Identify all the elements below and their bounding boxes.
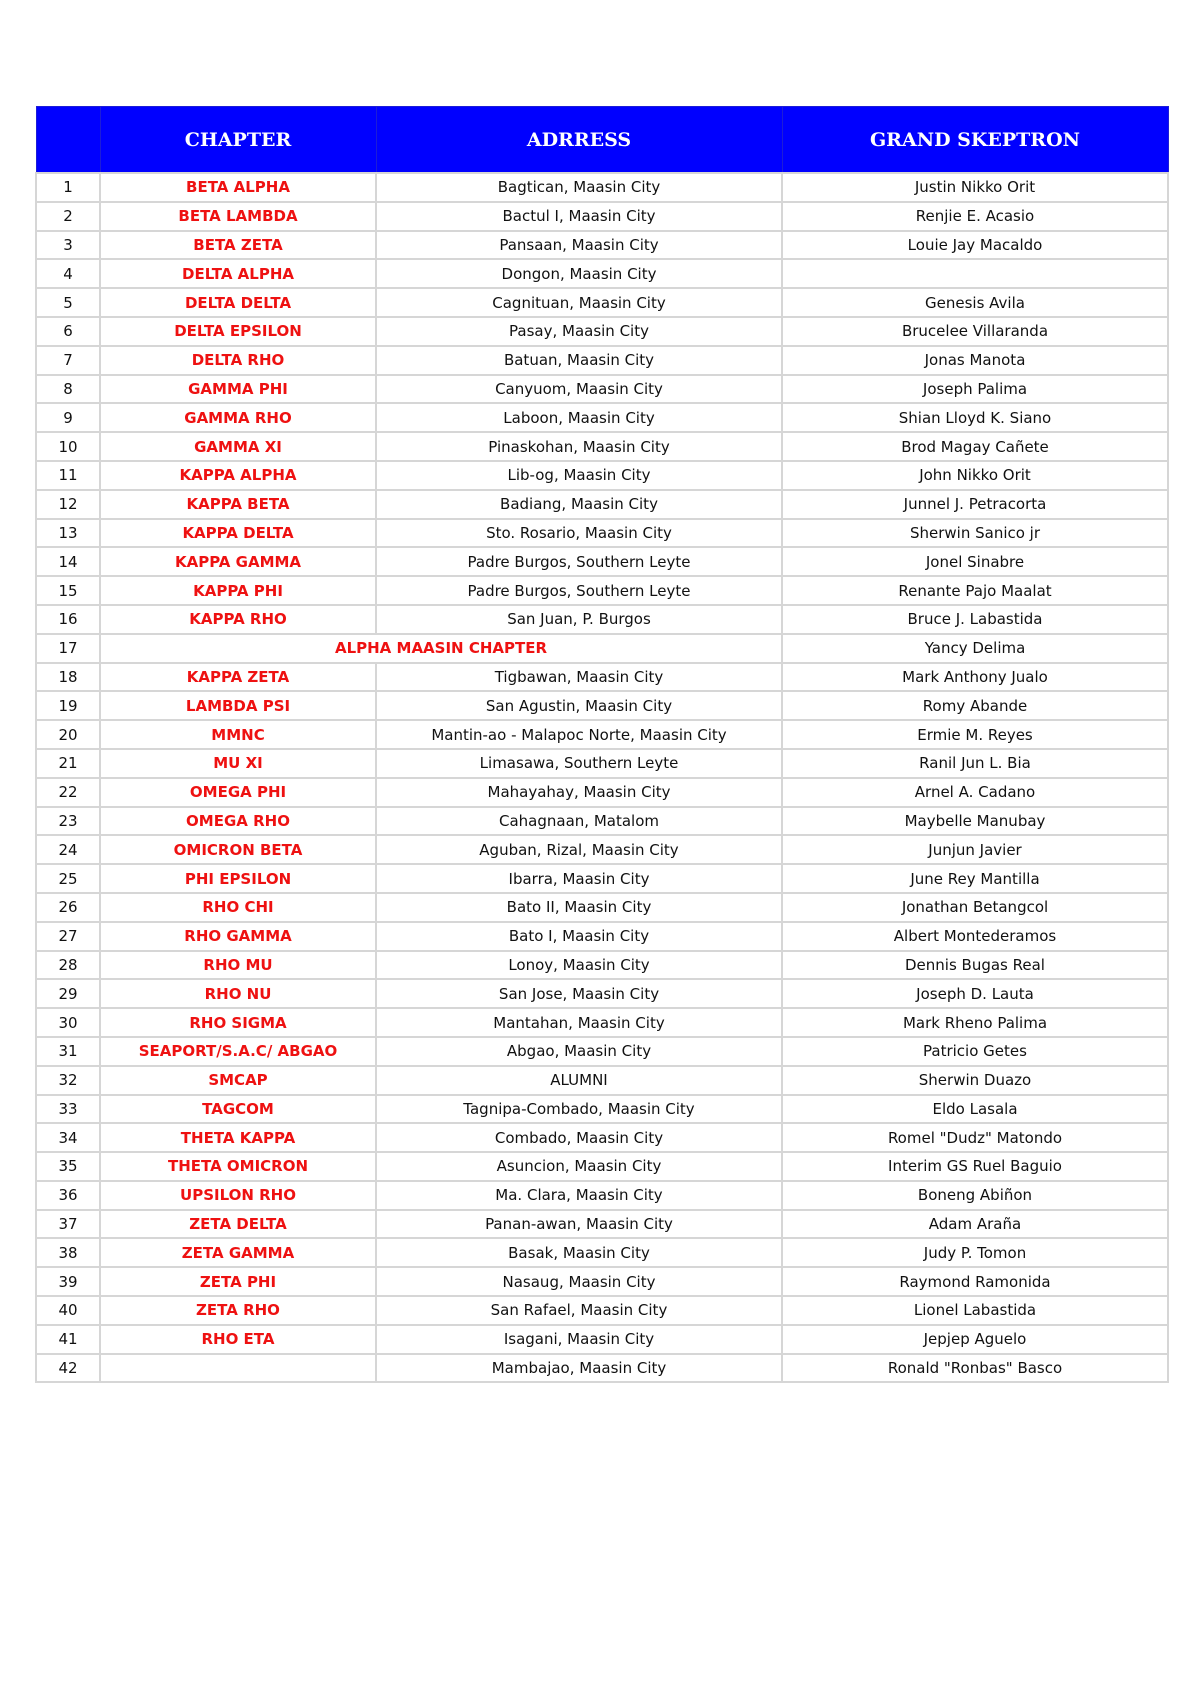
row-number-cell: 36: [36, 1181, 100, 1210]
address-cell: Asuncion, Maasin City: [376, 1152, 782, 1181]
chapter-name-cell: RHO MU: [100, 951, 376, 980]
grand-skeptron-cell: Ranil Jun L. Bia: [782, 749, 1168, 778]
grand-skeptron-cell: John Nikko Orit: [782, 461, 1168, 490]
address-cell: Pansaan, Maasin City: [376, 231, 782, 260]
address-cell: Padre Burgos, Southern Leyte: [376, 547, 782, 576]
chapter-name-cell: OMEGA PHI: [100, 778, 376, 807]
address-cell: Nasaug, Maasin City: [376, 1267, 782, 1296]
chapter-name-cell: KAPPA RHO: [100, 605, 376, 634]
table-row: [36, 1008, 1168, 1037]
table-row: [36, 1238, 1168, 1267]
table-row: [36, 893, 1168, 922]
address-cell: Tigbawan, Maasin City: [376, 663, 782, 692]
table-row: [36, 1354, 1168, 1383]
address-cell: Abgao, Maasin City: [376, 1037, 782, 1066]
table-row: [36, 864, 1168, 893]
table-row: [36, 576, 1168, 605]
address-cell: Mambajao, Maasin City: [376, 1354, 782, 1383]
address-cell: Cagnituan, Maasin City: [376, 288, 782, 317]
chapter-name-cell: ZETA DELTA: [100, 1210, 376, 1239]
table-row: [36, 1095, 1168, 1124]
table-row: [36, 1066, 1168, 1095]
chapter-name-cell: GAMMA PHI: [100, 375, 376, 404]
row-number-cell: 31: [36, 1037, 100, 1066]
chapter-name-cell: OMICRON BETA: [100, 835, 376, 864]
grand-skeptron-cell: Romel "Dudz" Matondo: [782, 1123, 1168, 1152]
address-cell: Aguban, Rizal, Maasin City: [376, 835, 782, 864]
table-row: [36, 173, 1168, 202]
chapter-name-cell: RHO CHI: [100, 893, 376, 922]
grand-skeptron-cell: June Rey Mantilla: [782, 864, 1168, 893]
chapter-name-cell: DELTA RHO: [100, 346, 376, 375]
grand-skeptron-cell: Boneng Abiñon: [782, 1181, 1168, 1210]
chapter-name-cell: KAPPA PHI: [100, 576, 376, 605]
address-cell: Panan-awan, Maasin City: [376, 1210, 782, 1239]
chapter-name-cell: SEAPORT/S.A.C/ ABGAO: [100, 1037, 376, 1066]
address-cell: Mahayahay, Maasin City: [376, 778, 782, 807]
address-cell: ALUMNI: [376, 1066, 782, 1095]
chapter-name-cell: ZETA GAMMA: [100, 1238, 376, 1267]
row-number-cell: 3: [36, 231, 100, 260]
table-row: [36, 519, 1168, 548]
address-cell: Dongon, Maasin City: [376, 259, 782, 288]
table-row: [36, 720, 1168, 749]
header-row: [36, 107, 1168, 174]
row-number-cell: 42: [36, 1354, 100, 1383]
grand-skeptron-cell: Lionel Labastida: [782, 1296, 1168, 1325]
chapter-name-cell: KAPPA GAMMA: [100, 547, 376, 576]
grand-skeptron-cell: Junjun Javier: [782, 835, 1168, 864]
grand-skeptron-cell: Jepjep Aguelo: [782, 1325, 1168, 1354]
address-cell: Bato II, Maasin City: [376, 893, 782, 922]
table-row: [36, 288, 1168, 317]
table-row: [36, 807, 1168, 836]
address-cell: Isagani, Maasin City: [376, 1325, 782, 1354]
grand-skeptron-cell: Albert Montederamos: [782, 922, 1168, 951]
grand-skeptron-cell: Ronald "Ronbas" Basco: [782, 1354, 1168, 1383]
address-cell: Pinaskohan, Maasin City: [376, 432, 782, 461]
row-number-cell: 2: [36, 202, 100, 231]
table-row: [36, 979, 1168, 1008]
chapter-name-cell: DELTA EPSILON: [100, 317, 376, 346]
chapter-name-cell: KAPPA BETA: [100, 490, 376, 519]
address-cell: Canyuom, Maasin City: [376, 375, 782, 404]
grand-skeptron-cell: Arnel A. Cadano: [782, 778, 1168, 807]
row-number-cell: 33: [36, 1095, 100, 1124]
table-row: [36, 259, 1168, 288]
row-number-cell: 11: [36, 461, 100, 490]
grand-skeptron-cell: Dennis Bugas Real: [782, 951, 1168, 980]
table-row: [36, 663, 1168, 692]
table-row: [36, 835, 1168, 864]
address-cell: Tagnipa-Combado, Maasin City: [376, 1095, 782, 1124]
table-row: [36, 1267, 1168, 1296]
row-number-cell: 41: [36, 1325, 100, 1354]
row-number-cell: 20: [36, 720, 100, 749]
table-row: [36, 1152, 1168, 1181]
row-number-cell: 22: [36, 778, 100, 807]
row-number-cell: 26: [36, 893, 100, 922]
grand-skeptron-cell: Renjie E. Acasio: [782, 202, 1168, 231]
chapter-name-cell: RHO ETA: [100, 1325, 376, 1354]
address-cell: Mantin-ao - Malapoc Norte, Maasin City: [376, 720, 782, 749]
grand-skeptron-cell: Judy P. Tomon: [782, 1238, 1168, 1267]
grand-skeptron-cell: Sherwin Sanico jr: [782, 519, 1168, 548]
grand-skeptron-cell: Junnel J. Petracorta: [782, 490, 1168, 519]
address-cell: San Juan, P. Burgos: [376, 605, 782, 634]
row-number-cell: 12: [36, 490, 100, 519]
row-number-cell: 40: [36, 1296, 100, 1325]
header-number: [36, 107, 100, 174]
chapter-name-cell: MMNC: [100, 720, 376, 749]
grand-skeptron-cell: Mark Rheno Palima: [782, 1008, 1168, 1037]
address-cell: Limasawa, Southern Leyte: [376, 749, 782, 778]
chapter-name-cell: BETA LAMBDA: [100, 202, 376, 231]
chapter-name-cell: KAPPA DELTA: [100, 519, 376, 548]
table-body: [36, 173, 1168, 1382]
grand-skeptron-cell: [782, 259, 1168, 288]
row-number-cell: 24: [36, 835, 100, 864]
header-chapter: CHAPTER: [100, 107, 376, 174]
address-cell: Pasay, Maasin City: [376, 317, 782, 346]
row-number-cell: 29: [36, 979, 100, 1008]
chapter-directory-table: [35, 106, 1169, 1383]
grand-skeptron-cell: Justin Nikko Orit: [782, 173, 1168, 202]
address-cell: Sto. Rosario, Maasin City: [376, 519, 782, 548]
chapter-name-cell: DELTA DELTA: [100, 288, 376, 317]
chapter-name-cell: GAMMA XI: [100, 432, 376, 461]
chapter-name-cell: THETA OMICRON: [100, 1152, 376, 1181]
table-row: [36, 951, 1168, 980]
chapter-name-cell: ZETA RHO: [100, 1296, 376, 1325]
row-number-cell: 34: [36, 1123, 100, 1152]
address-cell: Cahagnaan, Matalom: [376, 807, 782, 836]
table-row: [36, 202, 1168, 231]
grand-skeptron-cell: Joseph D. Lauta: [782, 979, 1168, 1008]
address-cell: Badiang, Maasin City: [376, 490, 782, 519]
grand-skeptron-cell: Sherwin Duazo: [782, 1066, 1168, 1095]
chapter-name-cell: TAGCOM: [100, 1095, 376, 1124]
row-number-cell: 6: [36, 317, 100, 346]
row-number-cell: 18: [36, 663, 100, 692]
table-row: [36, 403, 1168, 432]
grand-skeptron-cell: Adam Araña: [782, 1210, 1168, 1239]
table-row: [36, 547, 1168, 576]
grand-skeptron-cell: Maybelle Manubay: [782, 807, 1168, 836]
row-number-cell: 35: [36, 1152, 100, 1181]
row-number-cell: 7: [36, 346, 100, 375]
address-cell: Bagtican, Maasin City: [376, 173, 782, 202]
address-cell: San Jose, Maasin City: [376, 979, 782, 1008]
header-grand-skeptron: GRAND SKEPTRON: [782, 107, 1168, 174]
table-row: [36, 922, 1168, 951]
row-number-cell: 32: [36, 1066, 100, 1095]
chapter-name-cell: DELTA ALPHA: [100, 259, 376, 288]
grand-skeptron-cell: Louie Jay Macaldo: [782, 231, 1168, 260]
table-row: [36, 317, 1168, 346]
header-address: ADRRESS: [376, 107, 782, 174]
table-row: [36, 691, 1168, 720]
address-cell: Batuan, Maasin City: [376, 346, 782, 375]
chapter-name-cell: BETA ALPHA: [100, 173, 376, 202]
address-cell: Lib-og, Maasin City: [376, 461, 782, 490]
row-number-cell: 15: [36, 576, 100, 605]
grand-skeptron-cell: Eldo Lasala: [782, 1095, 1168, 1124]
chapter-name-cell: LAMBDA PSI: [100, 691, 376, 720]
row-number-cell: 30: [36, 1008, 100, 1037]
chapter-name-cell: MU XI: [100, 749, 376, 778]
table-row: [36, 1210, 1168, 1239]
address-cell: Basak, Maasin City: [376, 1238, 782, 1267]
chapter-name-cell: THETA KAPPA: [100, 1123, 376, 1152]
chapter-name-cell: [100, 1354, 376, 1383]
address-cell: San Agustin, Maasin City: [376, 691, 782, 720]
row-number-cell: 25: [36, 864, 100, 893]
chapter-name-cell: OMEGA RHO: [100, 807, 376, 836]
row-number-cell: 21: [36, 749, 100, 778]
table-row: [36, 231, 1168, 260]
chapter-name-cell: UPSILON RHO: [100, 1181, 376, 1210]
table-row: [36, 1181, 1168, 1210]
table-row: [36, 749, 1168, 778]
row-number-cell: 1: [36, 173, 100, 202]
chapter-name-cell: SMCAP: [100, 1066, 376, 1095]
row-number-cell: 39: [36, 1267, 100, 1296]
grand-skeptron-cell: Jonas Manota: [782, 346, 1168, 375]
table-row: [36, 605, 1168, 634]
address-cell: Mantahan, Maasin City: [376, 1008, 782, 1037]
chapter-name-cell: KAPPA ZETA: [100, 663, 376, 692]
table-row: [36, 432, 1168, 461]
chapter-name-cell: RHO SIGMA: [100, 1008, 376, 1037]
row-number-cell: 19: [36, 691, 100, 720]
chapter-name-cell: KAPPA ALPHA: [100, 461, 376, 490]
grand-skeptron-cell: Raymond Ramonida: [782, 1267, 1168, 1296]
chapter-name-cell: RHO GAMMA: [100, 922, 376, 951]
row-number-cell: 37: [36, 1210, 100, 1239]
table-row: [36, 461, 1168, 490]
row-number-cell: 8: [36, 375, 100, 404]
address-cell: Padre Burgos, Southern Leyte: [376, 576, 782, 605]
table-row: [36, 1037, 1168, 1066]
grand-skeptron-cell: Brod Magay Cañete: [782, 432, 1168, 461]
table-row: [36, 375, 1168, 404]
chapter-name-cell: BETA ZETA: [100, 231, 376, 260]
row-number-cell: 16: [36, 605, 100, 634]
grand-skeptron-cell: Patricio Getes: [782, 1037, 1168, 1066]
grand-skeptron-cell: Ermie M. Reyes: [782, 720, 1168, 749]
grand-skeptron-cell: Bruce J. Labastida: [782, 605, 1168, 634]
address-cell: Bactul I, Maasin City: [376, 202, 782, 231]
row-number-cell: 5: [36, 288, 100, 317]
grand-skeptron-cell: Genesis Avila: [782, 288, 1168, 317]
chapter-name-cell: PHI EPSILON: [100, 864, 376, 893]
row-number-cell: 9: [36, 403, 100, 432]
table-row: [36, 778, 1168, 807]
row-number-cell: 38: [36, 1238, 100, 1267]
grand-skeptron-cell: Brucelee Villaranda: [782, 317, 1168, 346]
address-cell: Ma. Clara, Maasin City: [376, 1181, 782, 1210]
row-number-cell: 28: [36, 951, 100, 980]
row-number-cell: 14: [36, 547, 100, 576]
address-cell: San Rafael, Maasin City: [376, 1296, 782, 1325]
address-cell: Combado, Maasin City: [376, 1123, 782, 1152]
merged-chapter-cell: ALPHA MAASIN CHAPTER: [100, 634, 782, 663]
chapter-name-cell: ZETA PHI: [100, 1267, 376, 1296]
table-row: [36, 1123, 1168, 1152]
address-cell: Lonoy, Maasin City: [376, 951, 782, 980]
row-number-cell: 23: [36, 807, 100, 836]
grand-skeptron-cell: Romy Abande: [782, 691, 1168, 720]
row-number-cell: 4: [36, 259, 100, 288]
table-row: [36, 1296, 1168, 1325]
address-cell: Ibarra, Maasin City: [376, 864, 782, 893]
grand-skeptron-cell: Yancy Delima: [782, 634, 1168, 663]
table-row: [36, 346, 1168, 375]
grand-skeptron-cell: Mark Anthony Jualo: [782, 663, 1168, 692]
table-row: [36, 1325, 1168, 1354]
row-number-cell: 13: [36, 519, 100, 548]
row-number-cell: 17: [36, 634, 100, 663]
table-row: [36, 490, 1168, 519]
address-cell: Bato I, Maasin City: [376, 922, 782, 951]
grand-skeptron-cell: Interim GS Ruel Baguio: [782, 1152, 1168, 1181]
row-number-cell: 27: [36, 922, 100, 951]
grand-skeptron-cell: Jonathan Betangcol: [782, 893, 1168, 922]
chapter-name-cell: GAMMA RHO: [100, 403, 376, 432]
chapter-name-cell: RHO NU: [100, 979, 376, 1008]
address-cell: Laboon, Maasin City: [376, 403, 782, 432]
row-number-cell: 10: [36, 432, 100, 461]
grand-skeptron-cell: Renante Pajo Maalat: [782, 576, 1168, 605]
table-row: [36, 634, 1168, 663]
grand-skeptron-cell: Joseph Palima: [782, 375, 1168, 404]
grand-skeptron-cell: Jonel Sinabre: [782, 547, 1168, 576]
grand-skeptron-cell: Shian Lloyd K. Siano: [782, 403, 1168, 432]
